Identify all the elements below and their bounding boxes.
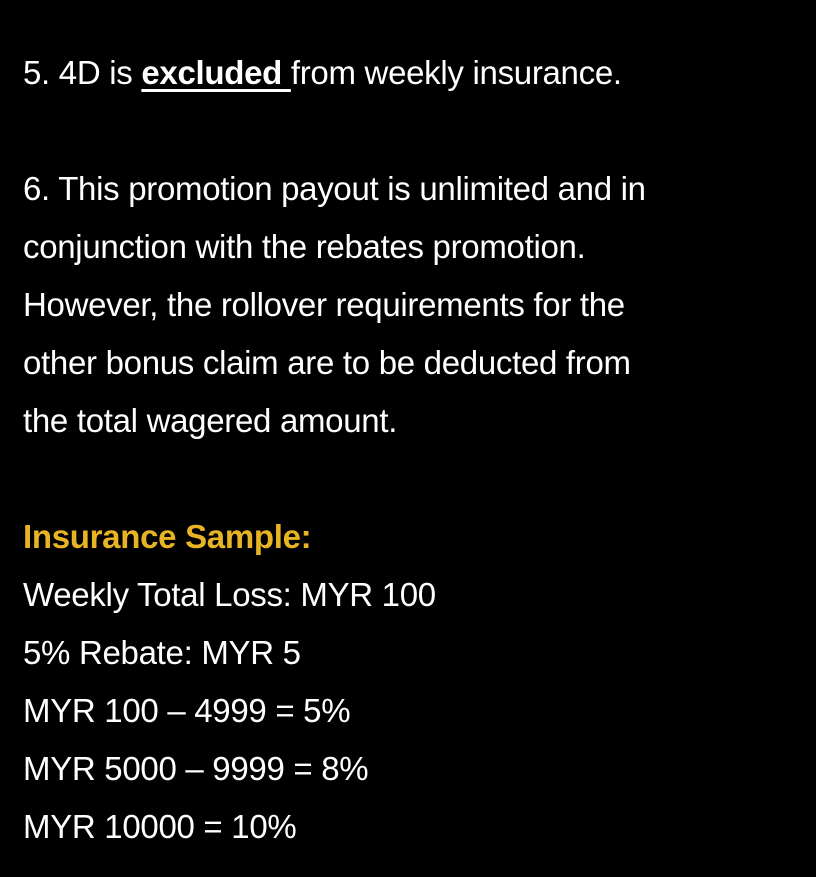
rule-5-paragraph — [23, 44, 800, 102]
rule-5-excluded-emphasis: excluded — [141, 54, 291, 91]
rule-6-line: conjunction with the rebates promotion. — [23, 228, 586, 265]
rule-6-line: However, the rollover requirements for the — [23, 286, 625, 323]
sample-line-weekly-total-loss: Weekly Total Loss: MYR 100 — [23, 576, 436, 613]
rule-5-suffix: from weekly insurance. — [290, 54, 622, 91]
sample-line-tier-1: MYR 100 – 4999 = 5% — [23, 692, 351, 729]
sample-line-tier-2: MYR 5000 – 9999 = 8% — [23, 750, 369, 787]
rule-6-line: 6. This promotion payout is unlimited and in — [23, 170, 646, 207]
insurance-sample-section — [23, 508, 800, 856]
sample-line-tier-3: MYR 10000 = 10% — [23, 808, 297, 845]
rule-5-prefix: 5. 4D is — [23, 54, 142, 91]
rule-6-line: the total wagered amount. — [23, 402, 398, 439]
insurance-sample-heading: Insurance Sample: — [23, 518, 312, 555]
rule-6-line: other bonus claim are to be deducted from — [23, 344, 631, 381]
rule-5-line — [23, 44, 800, 102]
rule-6-paragraph — [23, 160, 800, 450]
sample-line-rebate: 5% Rebate: MYR 5 — [23, 634, 301, 671]
